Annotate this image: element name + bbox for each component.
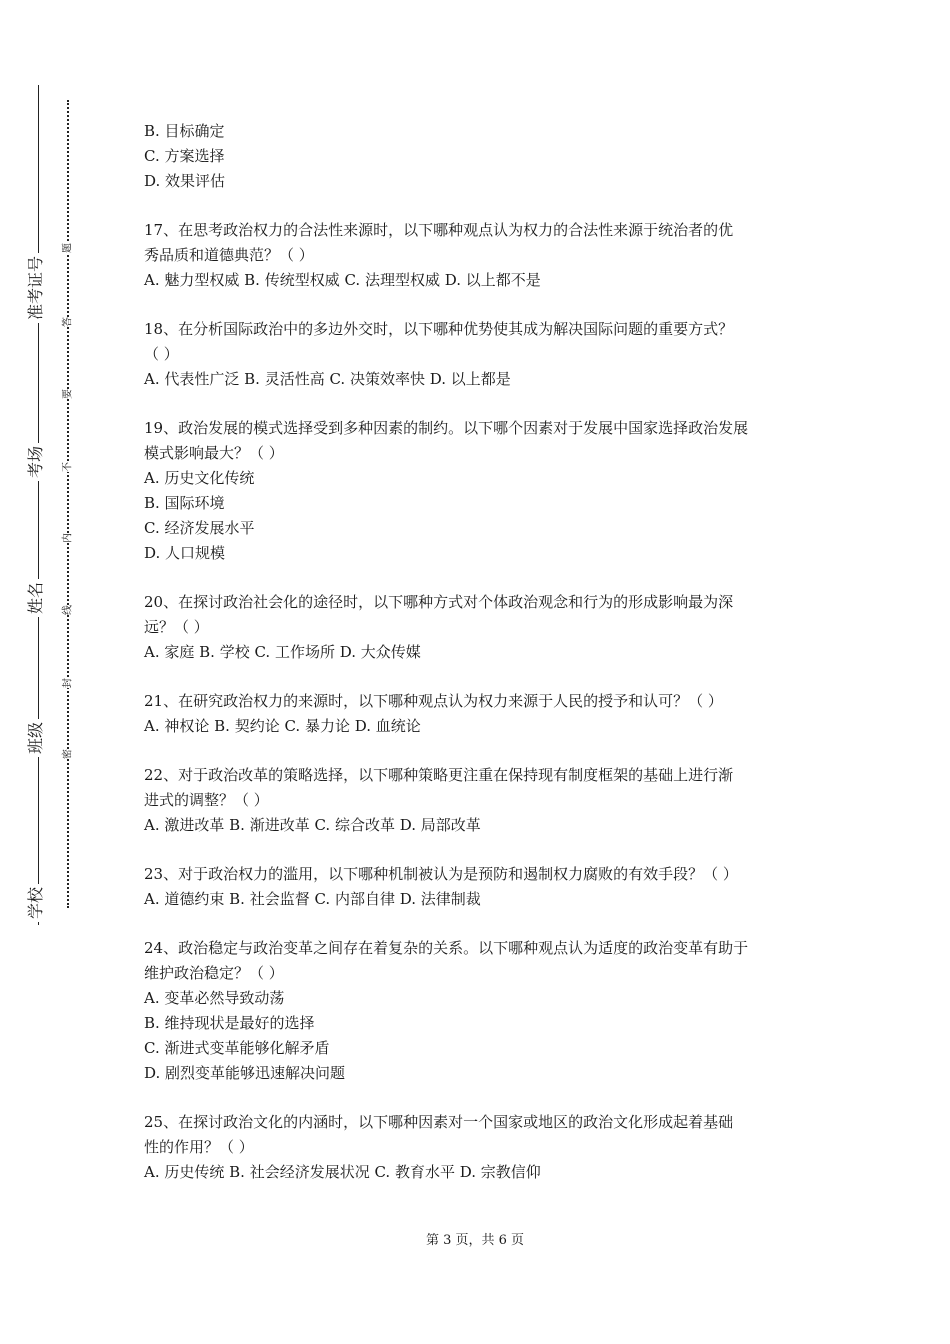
seal-char: 答	[62, 317, 74, 327]
question-block	[144, 119, 814, 194]
label-class: 班级	[27, 719, 45, 757]
option-line: C. 经济发展水平	[144, 519, 255, 537]
option-line: B. 维持现状是最好的选择	[144, 1014, 315, 1032]
option-line: C. 方案选择	[144, 147, 225, 165]
option-line: A. 神权论 B. 契约论 C. 暴力论 D. 血统论	[144, 717, 421, 735]
option-line: B. 国际环境	[144, 494, 225, 512]
seal-char: 内	[62, 533, 74, 543]
question-block	[144, 689, 814, 739]
option-line: A. 历史文化传统	[144, 469, 255, 487]
question-text: 23、对于政治权力的滥用，以下哪种机制被认为是预防和遏制权力腐败的有效手段？（ ）	[144, 865, 738, 883]
label-exam-number: 准考证号	[27, 253, 45, 323]
question-block	[144, 317, 814, 392]
page-number: 第 3 页，共 6 页	[425, 1233, 525, 1248]
label-name: 姓名	[27, 579, 45, 617]
question-text: 远？（ ）	[144, 618, 209, 636]
option-line: B. 目标确定	[144, 122, 225, 140]
question-text: 25、在探讨政治文化的内涵时，以下哪种因素对一个国家或地区的政治文化形成起着基础	[144, 1113, 734, 1131]
label-exam-room: 考场	[27, 443, 45, 481]
label-school: 学校	[27, 884, 45, 922]
option-line: A. 道德约束 B. 社会监督 C. 内部自律 D. 法律制裁	[144, 890, 481, 908]
option-line: D. 剧烈变革能够迅速解决问题	[144, 1064, 346, 1082]
question-block	[144, 1110, 814, 1185]
question-block	[144, 590, 814, 665]
seal-char: 题	[62, 243, 74, 253]
question-text: 20、在探讨政治社会化的途径时，以下哪种方式对个体政治观念和行为的形成影响最为深	[144, 593, 734, 611]
seal-char: 线	[62, 605, 74, 615]
question-block	[144, 416, 814, 566]
question-text: 维护政治稳定？（ ）	[144, 964, 284, 982]
question-block	[144, 218, 814, 293]
question-list	[144, 119, 814, 1185]
seal-char: 要	[62, 389, 74, 399]
question-text: 性的作用？（ ）	[144, 1138, 254, 1156]
seal-char: 封	[62, 678, 74, 688]
seal-char: 密	[62, 749, 74, 759]
option-line: D. 效果评估	[144, 172, 226, 190]
option-line: A. 历史传统 B. 社会经济发展状况 C. 教育水平 D. 宗教信仰	[144, 1163, 541, 1181]
option-line: C. 渐进式变革能够化解矛盾	[144, 1039, 330, 1057]
question-text: 21、在研究政治权力的来源时，以下哪种观点认为权力来源于人民的授予和认可？（ ）	[144, 692, 723, 710]
binding-solid-line	[38, 85, 39, 925]
question-text: 24、政治稳定与政治变革之间存在着复杂的关系。以下哪种观点认为适度的政治变革有助于	[144, 939, 749, 957]
question-text: 18、在分析国际政治中的多边外交时，以下哪种优势使其成为解决国际问题的重要方式？	[144, 320, 734, 338]
question-text: 进式的调整？（ ）	[144, 791, 269, 809]
question-text: 模式影响最大？（ ）	[144, 444, 284, 462]
option-line: A. 变革必然导致动荡	[144, 989, 285, 1007]
question-text: 19、政治发展的模式选择受到多种因素的制约。以下哪个因素对于发展中国家选择政治发展	[144, 419, 749, 437]
question-text: （ ）	[144, 345, 179, 363]
question-block	[144, 763, 814, 838]
option-line: A. 家庭 B. 学校 C. 工作场所 D. 大众传媒	[144, 643, 421, 661]
question-text: 秀品质和道德典范？（ ）	[144, 246, 314, 264]
question-block	[144, 936, 814, 1086]
option-line: A. 魅力型权威 B. 传统型权威 C. 法理型权威 D. 以上都不是	[144, 271, 541, 289]
question-text: 17、在思考政治权力的合法性来源时，以下哪种观点认为权力的合法性来源于统治者的优	[144, 221, 734, 239]
seal-dotted-line	[67, 100, 69, 908]
seal-char: 不	[62, 462, 74, 472]
option-line: D. 人口规模	[144, 544, 226, 562]
binding-margin	[0, 0, 90, 1344]
option-line: A. 代表性广泛 B. 灵活性高 C. 决策效率快 D. 以上都是	[144, 370, 511, 388]
question-text: 22、对于政治改革的策略选择，以下哪种策略更注重在保持现有制度框架的基础上进行渐	[144, 766, 734, 784]
question-block	[144, 862, 814, 912]
option-line: A. 激进改革 B. 渐进改革 C. 综合改革 D. 局部改革	[144, 816, 481, 834]
